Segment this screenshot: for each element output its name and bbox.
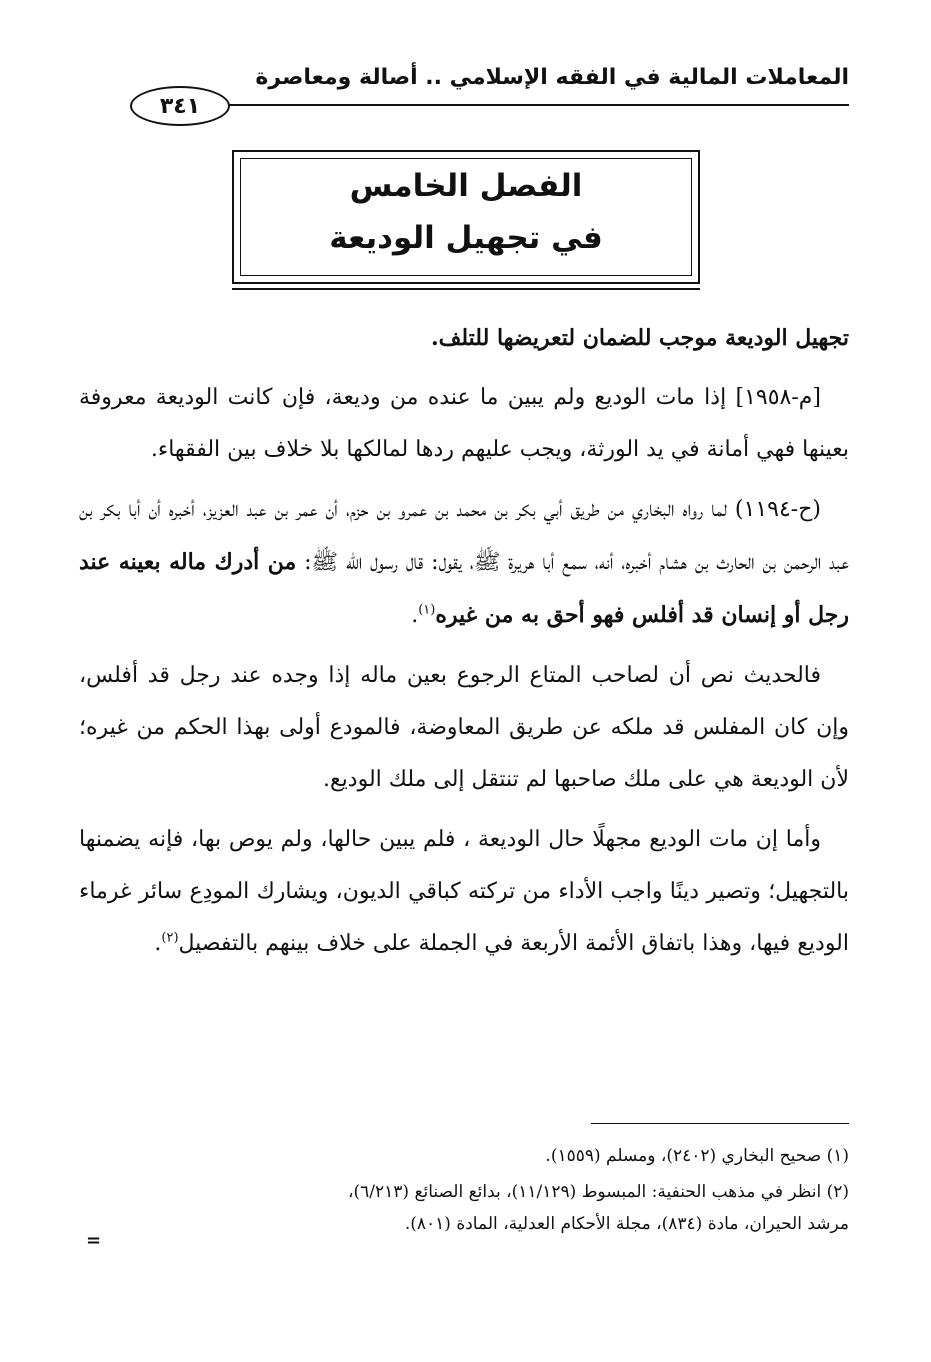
footnote-ref-2[interactable]: (٢) <box>161 930 179 946</box>
chapter-heading: الفصل الخامس <box>349 168 583 204</box>
running-header-title: المعاملات المالية في الفقه الإسلامي .. أصالة ومعاصرة <box>255 65 849 90</box>
footnote-ref-1[interactable]: (١) <box>418 602 436 618</box>
paragraph-2-text: (ح-١١٩٤) لما رواه البخاري من طريق أبي بكر بن محمد بن عمرو بن حزم، أن عمر بن عبد العزيز، أخبره أن أبا بكر بن عبد الرحمن بن الحارث بن هشام أخبره، أنه، سمع أبا هريرة ﷺ، يقول: قال رسول الله ﷺ: <box>79 497 849 575</box>
chapter-title-frame <box>232 150 700 284</box>
hadith-quote: من أدرك ماله بعينه عند رجل أو إنسان قد أفلس فهو أحق به من غيره <box>79 549 849 628</box>
lead-statement: تجهيل الوديعة موجب للضمان لتعريضها للتلف. <box>430 325 849 351</box>
paragraph-4-text: وأما إن مات الوديع مجهلًا حال الوديعة ، فلم يبين حالها، ولم يوص بها، فإنه يضمنها بالتجهيل؛ وتصير دينًا واجب الأداء من تركته كباقي الديون، ويشارك المودِع سائر غرماء الوديع فيها، وهذا باتفاق الأئمة الأربعة في الجملة على خلاف بينهم بالتفصيل <box>79 827 849 956</box>
paragraph-2 <box>79 484 849 642</box>
footnote-2 <box>79 1176 849 1240</box>
continuation-mark: = <box>86 1230 102 1251</box>
footnote-2-line-1: (٢) انظر في مذهب الحنفية: المبسوط (١١/١٢٩)، بدائع الصنائع (٦/٢١٣)، <box>348 1182 849 1202</box>
paragraph-2-end: . <box>411 603 419 628</box>
footnotes <box>79 1140 849 1244</box>
header-rule <box>220 104 849 106</box>
chapter-subheading: في تجهيل الوديعة <box>329 220 603 256</box>
paragraph-4-end: . <box>154 931 162 956</box>
main-text <box>79 312 849 978</box>
paragraph-1: [م-١٩٥٨] إذا مات الوديع ولم يبين ما عنده من وديعة، فإن كانت الوديعة معروفة بعينها فهي أمانة في يد الورثة، ويجب عليهم ردها لمالكها بلا خلاف بين الفقهاء. <box>79 385 849 462</box>
page-number-badge: ٣٤١ <box>130 86 230 126</box>
footnote-separator <box>591 1123 849 1124</box>
footnote-1: (١) صحيح البخاري (٢٤٠٢)، ومسلم (١٥٥٩). <box>545 1146 849 1166</box>
paragraph-3: فالحديث نص أن لصاحب المتاع الرجوع بعين ماله إذا وجده عند رجل قد أفلس، وإن كان المفلس قد ملكه عن طريق المعاوضة، فالمودع أولى بهذا الحكم من غيره؛ لأن الوديعة هي على ملك صاحبها لم تنتقل إلى ملك الوديع. <box>79 663 849 792</box>
paragraph-4 <box>79 814 849 970</box>
chapter-underline <box>232 288 700 290</box>
footnote-2-line-2: مرشد الحيران، مادة (٨٣٤)، مجلة الأحكام العدلية، المادة (٨٠١). <box>404 1214 849 1234</box>
